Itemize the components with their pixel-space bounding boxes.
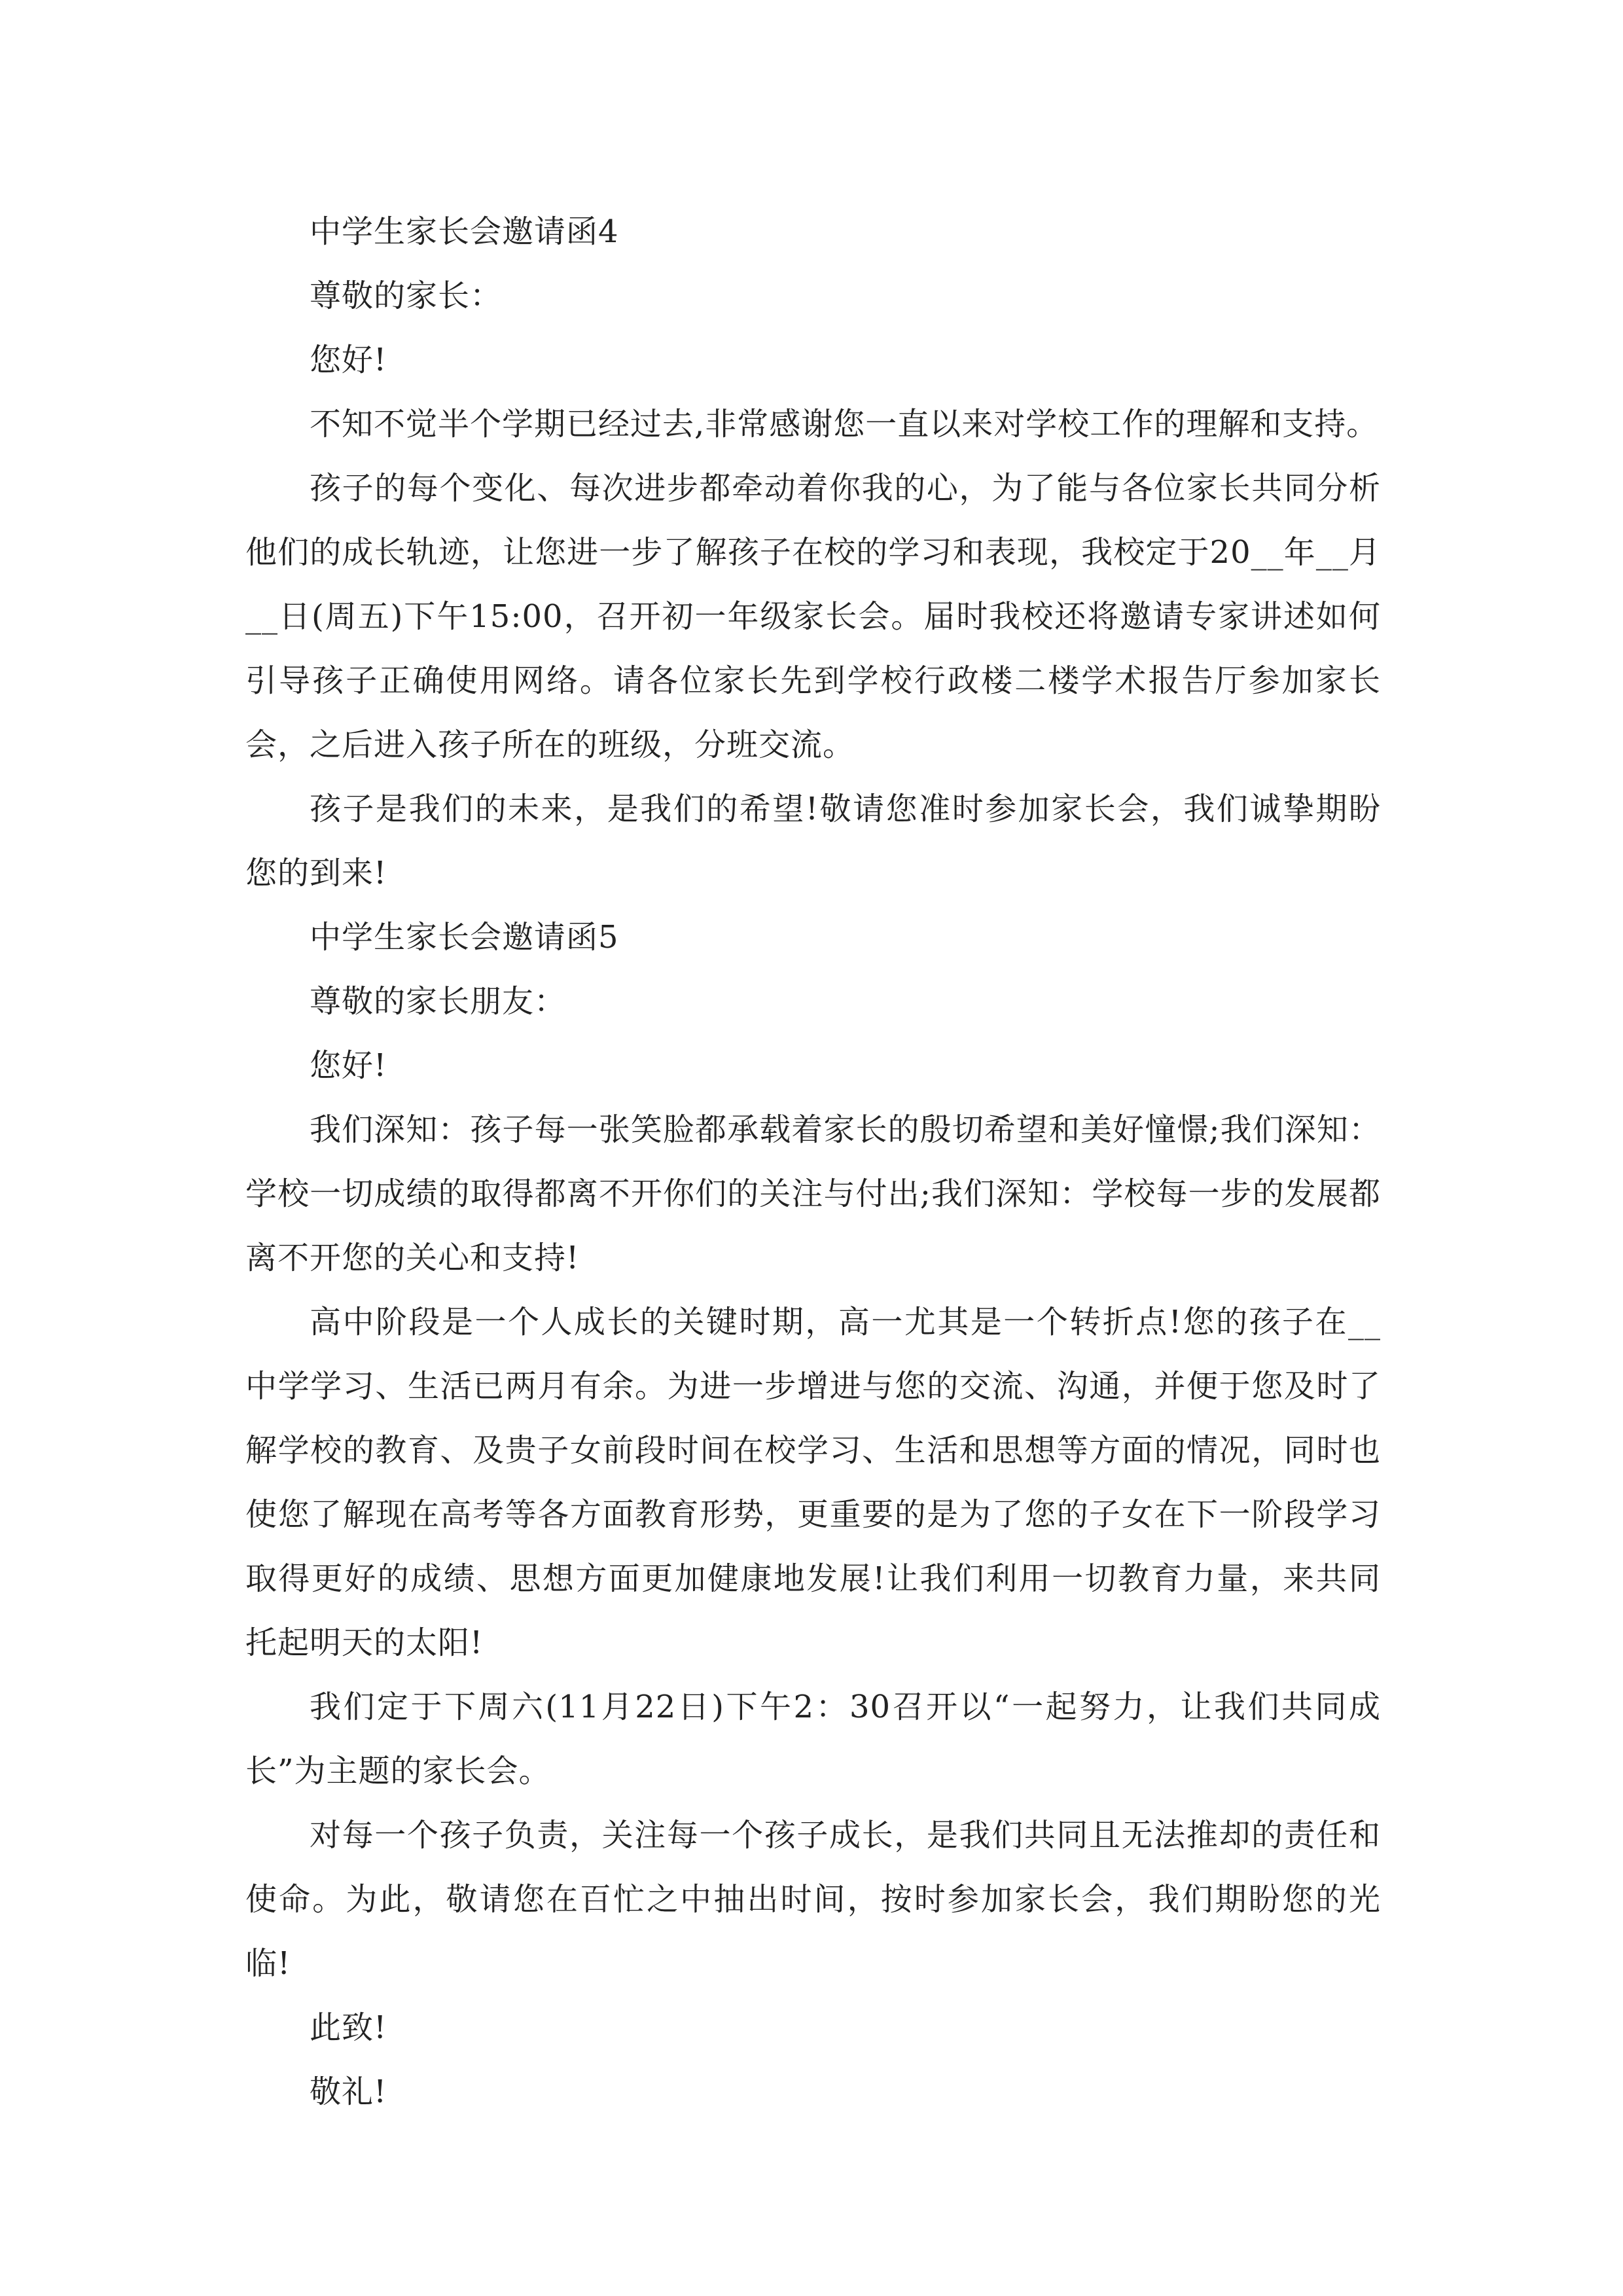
letter-5-title: 中学生家长会邀请函5 [310, 919, 619, 956]
letter-5-closing-1: 此致! [310, 2009, 387, 2046]
letter-5-salutation: 尊敬的家长朋友： [310, 983, 567, 1020]
letter-4-salutation: 尊敬的家长： [310, 278, 503, 314]
letter-4-paragraph-2: 孩子的每个变化、每次进步都牵动着你我的心，为了能与各位家长共同分析他们的成长轨迹，让您进一步了解孩子在校的学习和表现，我校定于20__年__月__日(周五)下午15:00，召开初一年级家长会。届时我校还将邀请专家讲述如何引导孩子正确使用网络。请各位家长先到学校行政楼二楼学术报告厅参加家长会，之后进入孩子所在的班级，分班交流。 [245, 470, 1381, 763]
letter-5-closing-2: 敬礼! [310, 2073, 387, 2110]
letter-4-paragraph-3: 孩子是我们的未来，是我们的希望!敬请您准时参加家长会，我们诚挚期盼您的到来! [245, 791, 1381, 891]
letter-4-paragraph-1: 不知不觉半个学期已经过去,非常感谢您一直以来对学校工作的理解和支持。 [310, 406, 1379, 442]
letter-5-paragraph-1: 我们深知：孩子每一张笑脸都承载着家长的殷切希望和美好憧憬;我们深知：学校一切成绩的取得都离不开你们的关注与付出;我们深知：学校每一步的发展都离不开您的关心和支持! [245, 1111, 1381, 1276]
letter-4-title: 中学生家长会邀请函4 [310, 213, 619, 250]
letter-5-paragraph-3: 我们定于下周六(11月22日)下午2：30召开以“一起努力，让我们共同成长”为主题的家长会。 [245, 1689, 1381, 1789]
letter-5-paragraph-4: 对每一个孩子负责，关注每一个孩子成长，是我们共同且无法推却的责任和使命。为此，敬请您在百忙之中抽出时间，按时参加家长会，我们期盼您的光临! [245, 1817, 1381, 1982]
document-body [245, 200, 1381, 2124]
letter-5-greeting: 您好! [310, 1047, 387, 1084]
letter-4-greeting: 您好! [310, 342, 387, 378]
letter-5-paragraph-2: 高中阶段是一个人成长的关键时期，高一尤其是一个转折点!您的孩子在__中学学习、生活已两月有余。为进一步增进与您的交流、沟通，并便于您及时了解学校的教育、及贵子女前段时间在校学习、生活和思想等方面的情况，同时也使您了解现在高考等各方面教育形势，更重要的是为了您的子女在下一阶段学习取得更好的成绩、思想方面更加健康地发展!让我们利用一切教育力量，来共同托起明天的太阳! [245, 1304, 1381, 1661]
